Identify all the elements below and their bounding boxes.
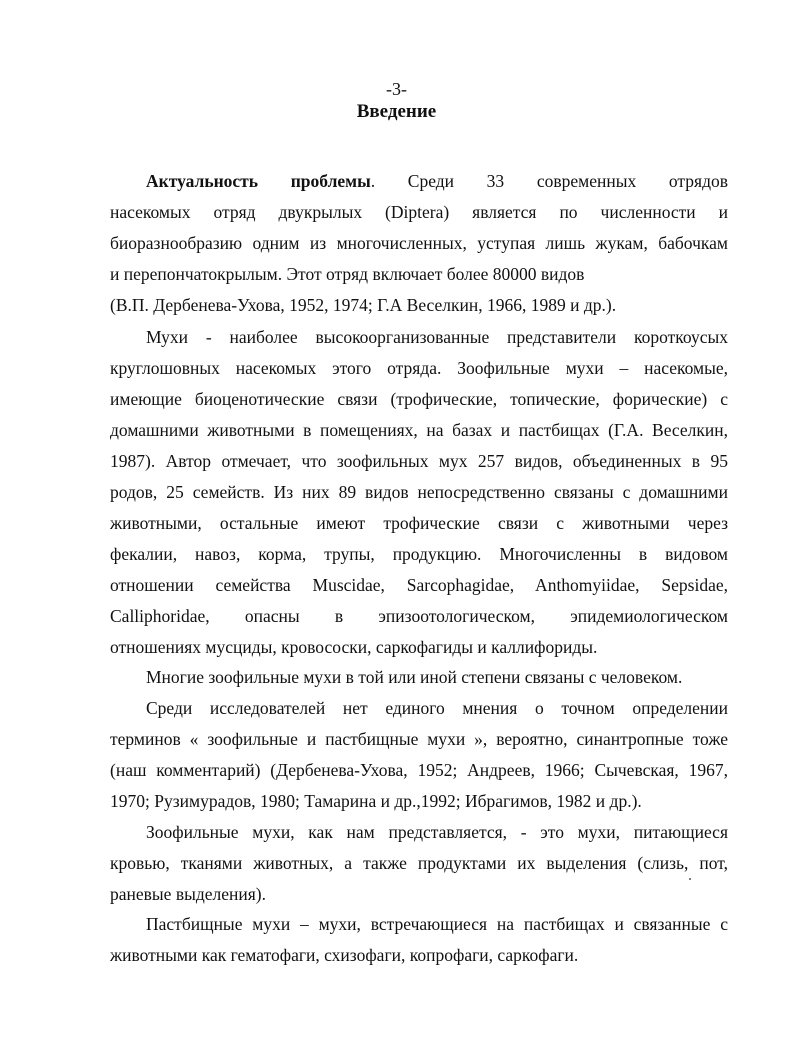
paragraph-3-line-1: Многие зоофильные мухи в той или иной степени связаны с человеком. bbox=[146, 667, 683, 687]
paragraph-6-line-1: Пастбищные мухи – мухи, встречающиеся на пастбищах и связанные с bbox=[146, 914, 728, 934]
paragraph-4-line-4: 1970; Рузимурадов, 1980; Тамарина и др.,1992; Ибрагимов, 1982 и др.). bbox=[110, 791, 642, 811]
paragraph-2-line-11: отношениях мусциды, кровососки, саркофагиды и каллифориды. bbox=[110, 637, 598, 657]
paragraph-2-line-10: Calliphoridae, опасны в эпизоотологическом, эпидемиологическом bbox=[110, 606, 728, 626]
paragraph-2-line-4: домашними животными в помещениях, на базах и пастбищах (Г.А. Веселкин, bbox=[110, 420, 728, 440]
page-number: -3- bbox=[386, 79, 407, 99]
paragraph-1-line-1-text: . Среди 33 современных отрядов bbox=[370, 171, 728, 191]
paragraph-2-line-5: 1987). Автор отмечает, что зоофильных мух 257 видов, объединенных в 95 bbox=[110, 451, 728, 471]
paragraph-5-line-1: Зоофильные мухи, как нам представляется, - это мухи, питающиеся bbox=[146, 822, 728, 842]
paragraph-5-line-2: кровью, тканями животных, а также продуктами их выделения (слизь, пот, bbox=[110, 853, 728, 873]
paragraph-2-line-9: отношении семейства Muscidae, Sarcophagidae, Anthomyiidae, Sepsidae, bbox=[110, 575, 728, 595]
paragraph-6-line-2: животными как гематофаги, схизофаги, копрофаги, саркофаги. bbox=[110, 945, 579, 965]
paragraph-1-line-5: (В.П. Дербенева-Ухова, 1952, 1974; Г.А Веселкин, 1966, 1989 и др.). bbox=[110, 295, 617, 315]
paragraph-1-line-3: биоразнообразию одним из многочисленных, уступая лишь жукам, бабочкам bbox=[110, 233, 728, 253]
paragraph-1-line-2: насекомых отряд двукрылых (Diptera) является по численности и bbox=[110, 202, 728, 222]
paragraph-2-line-6: родов, 25 семейств. Из них 89 видов непосредственно связаны с домашними bbox=[110, 482, 728, 502]
paragraph-2-line-2: круглошовных насекомых этого отряда. Зоофильные мухи – насекомые, bbox=[110, 358, 728, 378]
paragraph-2-line-7: животными, остальные имеют трофические связи с животными через bbox=[110, 513, 728, 533]
section-heading: Введение bbox=[356, 101, 437, 122]
paragraph-4-line-2: терминов « зоофильные и пастбищные мухи », вероятно, синантропные тоже bbox=[110, 729, 728, 749]
paragraph-4-line-3: (наш комментарий) (Дербенева-Ухова, 1952; Андреев, 1966; Сычевская, 1967, bbox=[110, 760, 728, 780]
paragraph-2-line-8: фекалии, навоз, корма, трупы, продукцию. Многочисленны в видовом bbox=[110, 544, 728, 564]
paragraph-4-line-1: Среди исследователей нет единого мнения о точном определении bbox=[146, 698, 728, 718]
paragraph-1-line-1 bbox=[146, 170, 728, 192]
scan-speck bbox=[689, 878, 691, 880]
paragraph-2-line-1: Мухи - наиболее высокоорганизованные представители короткоусых bbox=[146, 327, 728, 347]
paragraph-1-lead-bold: Актуальность проблемы bbox=[146, 171, 371, 191]
paragraph-1-line-4: и перепончатокрылым. Этот отряд включает более 80000 видов bbox=[110, 264, 585, 284]
paragraph-5-line-3: раневые выделения). bbox=[110, 884, 266, 904]
paragraph-2-line-3: имеющие биоценотические связи (трофические, топические, форические) с bbox=[110, 389, 728, 409]
